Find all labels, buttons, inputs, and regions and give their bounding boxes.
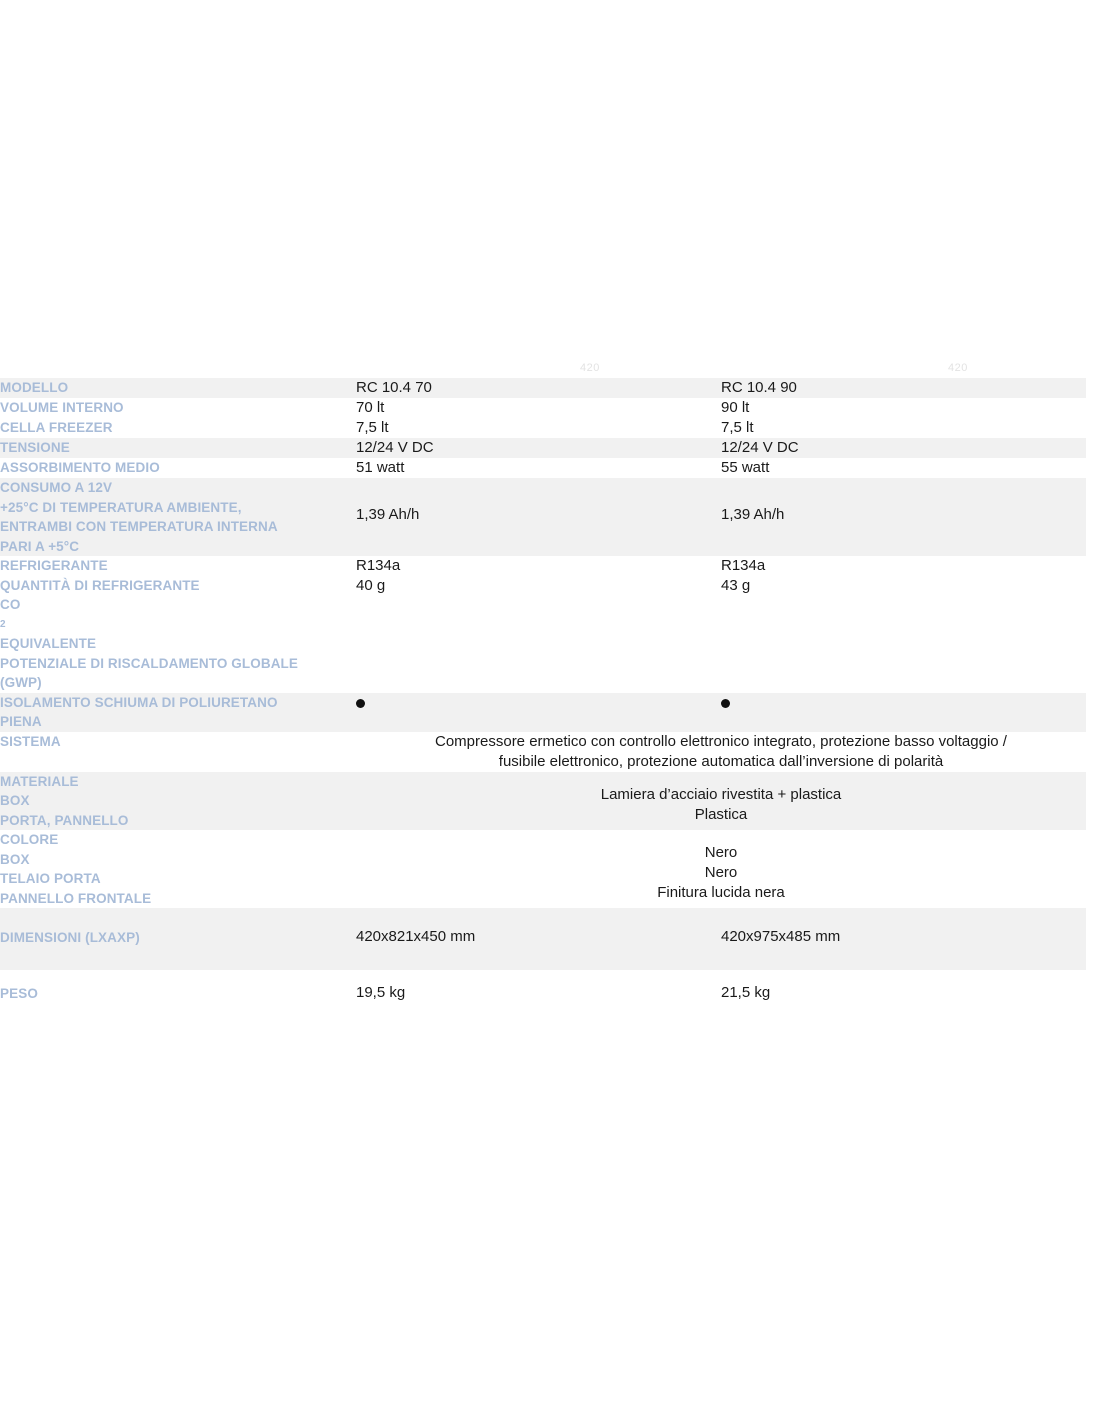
label-line: +25°C DI TEMPERATURA AMBIENTE,	[0, 499, 242, 515]
table-row	[0, 458, 1086, 478]
label-line: TENSIONE	[0, 440, 70, 455]
table-row	[0, 438, 1086, 458]
row-value-col2	[721, 970, 1086, 1020]
row-value-span	[356, 772, 1086, 831]
row-label	[0, 378, 356, 398]
label-line: PANNELLO FRONTALE	[0, 890, 152, 906]
value-line: Compressore ermetico con controllo elettronico integrato, protezione basso voltaggio /	[435, 732, 1007, 750]
label-line: MATERIALE	[0, 773, 79, 789]
label-line: PARI A +5°C	[0, 538, 80, 554]
row-value-col1	[356, 478, 721, 556]
value-line: 12/24 V DC	[721, 439, 799, 456]
dimension-mark-1: 420	[580, 362, 600, 374]
row-value-col1	[356, 693, 721, 732]
specifications-table-body	[0, 378, 1086, 1019]
row-value-col2	[721, 908, 1086, 970]
label-line: REFRIGERANTE	[0, 558, 108, 573]
label-line: VOLUME INTERNO	[0, 400, 124, 415]
label-line: CELLA FREEZER	[0, 419, 113, 435]
table-row	[0, 693, 1086, 732]
row-value-col1	[356, 908, 721, 970]
table-row	[0, 908, 1086, 970]
specifications-table	[0, 378, 1086, 1019]
row-value-col1	[356, 438, 721, 458]
row-value-col1	[356, 556, 721, 693]
value-line: Nero	[704, 864, 738, 881]
label-line: SISTEMA	[0, 733, 61, 749]
row-value-col2	[721, 438, 1086, 458]
table-row	[0, 772, 1086, 831]
label-line: ENTRAMBI CON TEMPERATURA INTERNA	[0, 519, 278, 534]
label-line: MODELLO	[0, 380, 69, 395]
value-line: 55 watt	[721, 459, 770, 476]
row-value-span	[356, 830, 1086, 908]
row-label	[0, 556, 356, 693]
value-line: Nero	[704, 844, 738, 861]
label-line: QUANTITÀ DI REFRIGERANTE	[0, 577, 200, 593]
table-row	[0, 556, 1086, 693]
value-line: RC 10.4 70	[356, 379, 432, 396]
row-label	[0, 732, 356, 772]
table-row	[0, 830, 1086, 908]
row-value-col1	[356, 970, 721, 1020]
label-line: COLORE	[0, 832, 59, 847]
value-line: Finitura lucida nera	[657, 884, 785, 901]
label-line: BOX	[0, 793, 30, 808]
row-label	[0, 908, 356, 970]
row-label	[0, 693, 356, 732]
label-line: TELAIO PORTA	[0, 871, 101, 886]
label-line: ASSORBIMENTO MEDIO	[0, 460, 160, 475]
label-line: BOX	[0, 851, 30, 867]
row-value-col2	[721, 693, 1086, 732]
bullet-dot-icon	[356, 699, 365, 708]
label-line: DIMENSIONI (LXAXP)	[0, 930, 140, 945]
dimension-mark-2: 420	[948, 362, 968, 374]
row-label	[0, 772, 356, 831]
row-value-col2	[721, 378, 1086, 398]
table-row	[0, 398, 1086, 438]
table-row	[0, 732, 1086, 772]
value-line: 43 g	[721, 577, 751, 594]
value-line: 420x975x485 mm	[721, 928, 841, 945]
row-value-col1	[356, 398, 721, 438]
value-line: 40 g	[356, 577, 386, 594]
value-line: 7,5 lt	[356, 419, 389, 436]
row-value-span	[356, 732, 1086, 772]
row-value-col2	[721, 458, 1086, 478]
value-line: fusibile elettronico, protezione automatica dall’inversione di polarità	[498, 752, 944, 770]
label-line: PORTA, PANNELLO	[0, 812, 129, 828]
table-row	[0, 478, 1086, 556]
value-line: Plastica	[694, 805, 748, 823]
value-line: 12/24 V DC	[356, 439, 434, 456]
row-label	[0, 458, 356, 478]
label-line: ISOLAMENTO SCHIUMA DI POLIURETANO	[0, 694, 278, 710]
row-value-col1	[356, 378, 721, 398]
row-value-col2	[721, 556, 1086, 693]
value-line: 51 watt	[356, 459, 405, 476]
table-row	[0, 970, 1086, 1020]
value-line: 70 lt	[356, 399, 385, 416]
row-value-col2	[721, 478, 1086, 556]
label-line: PESO	[0, 985, 38, 1001]
value-line: 1,39 Ah/h	[356, 506, 420, 523]
value-line: R134a	[721, 557, 766, 574]
value-line: 1,39 Ah/h	[721, 506, 785, 523]
bullet-dot-icon	[721, 699, 730, 708]
value-line: 19,5 kg	[356, 983, 406, 1001]
value-line: 21,5 kg	[721, 983, 771, 1001]
value-line: Lamiera d’acciaio rivestita + plastica	[600, 785, 842, 803]
row-label	[0, 438, 356, 458]
label-line-co2: CO 2 EQUIVALENTE	[0, 597, 97, 651]
row-value-col1	[356, 458, 721, 478]
label-line: PIENA	[0, 714, 42, 729]
row-label	[0, 478, 356, 556]
value-line: R134a	[356, 557, 401, 574]
row-value-col2	[721, 398, 1086, 438]
label-line: (GWP)	[0, 675, 42, 690]
row-label	[0, 970, 356, 1020]
label-line: CONSUMO A 12V	[0, 480, 113, 495]
value-line: 7,5 lt	[721, 419, 754, 436]
label-line: POTENZIALE DI RISCALDAMENTO GLOBALE	[0, 655, 299, 671]
value-line: RC 10.4 90	[721, 379, 797, 396]
value-line: 90 lt	[721, 399, 750, 416]
row-label	[0, 398, 356, 438]
table-row	[0, 378, 1086, 398]
value-line: 420x821x450 mm	[356, 928, 476, 945]
row-label	[0, 830, 356, 908]
